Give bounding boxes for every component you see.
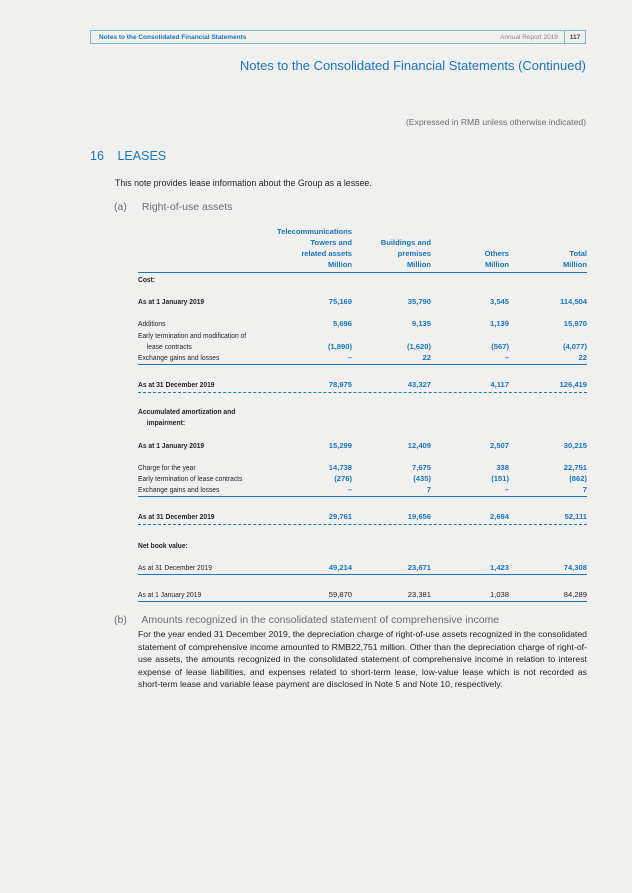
subsection-b-paragraph: For the year ended 31 December 2019, the depreciation charge of right-of-use assets recognized in the consolidated statement of comprehensive income amounted to RMB22,751 million. Other than the depreciation charge of right-of-use assets, the amounts recognized in the consolidated statement of comprehensive income in relation to interest expense of lease liabilities, and expenses related to short-term lease, low-value lease which is not recorded as short-term lease and variable lease payment are disclosed in Note 5 and Note 10, respectively. <box>138 629 587 690</box>
cell: 29,761 <box>328 512 352 521</box>
row-label: Exchange gains and losses <box>138 485 220 494</box>
col-header-buildings <box>381 237 431 270</box>
table-row <box>138 296 587 307</box>
table-row <box>138 562 587 573</box>
col-header-line: Million <box>484 260 509 269</box>
row-label: As at 31 December 2019 <box>138 512 215 521</box>
col-header-line: Million <box>327 260 352 269</box>
col-header-towers <box>277 226 352 270</box>
cell: – <box>347 485 352 494</box>
intro-text: This note provides lease information about the Group as a lessee. <box>115 178 372 188</box>
cell: 59,870 <box>328 590 352 599</box>
cell: 78,975 <box>328 380 352 389</box>
header-rule <box>138 272 587 273</box>
col-header-line: Buildings and <box>380 238 431 247</box>
cell: 7,675 <box>411 463 431 472</box>
cell: – <box>504 353 509 362</box>
amortization-label <box>138 417 587 428</box>
table-row <box>138 352 587 363</box>
table-row <box>138 341 587 352</box>
cell: 43,327 <box>407 380 431 389</box>
subtotal-rule <box>138 364 587 365</box>
cell: 19,656 <box>407 512 431 521</box>
subsection-b-title: Amounts recognized in the consolidated statement of comprehensive income <box>141 614 500 626</box>
cell: 23,381 <box>407 590 431 599</box>
table-row <box>138 462 587 473</box>
nbv-label <box>138 540 587 551</box>
cell: 15,970 <box>563 319 587 328</box>
cell: – <box>504 485 509 494</box>
row-label: As at 1 January 2019 <box>138 441 205 450</box>
cell: (567) <box>491 342 509 351</box>
table-row <box>138 330 587 341</box>
table-row <box>138 589 587 600</box>
row-label: Exchange gains and losses <box>138 353 220 362</box>
col-header-line: premises <box>397 249 431 258</box>
header-report-name: Annual Report 2019 <box>500 33 558 41</box>
section-number: 16 <box>90 149 104 163</box>
row-label: As at 31 December 2019 <box>138 380 215 389</box>
row-label: As at 31 December 2019 <box>138 563 212 572</box>
cell: (1,620) <box>406 342 431 351</box>
subtotal-rule <box>138 496 587 497</box>
cell: (4,077) <box>562 342 587 351</box>
row-label: Additions <box>138 319 166 328</box>
cell: 15,299 <box>328 441 352 450</box>
cell: 338 <box>496 463 509 472</box>
total-rule <box>138 524 587 525</box>
col-header-line: Million <box>406 260 431 269</box>
subsection-b-heading <box>114 614 499 626</box>
cell: 75,169 <box>328 297 352 306</box>
section-title: LEASES <box>117 149 167 163</box>
cell: 30,215 <box>563 441 587 450</box>
cell: 2,507 <box>489 441 509 450</box>
cell: 35,790 <box>407 297 431 306</box>
cell: (276) <box>334 474 352 483</box>
header-left-title: Notes to the Consolidated Financial Statements <box>99 33 247 41</box>
col-header-total <box>563 248 587 270</box>
row-label: Accumulated amortization and <box>138 407 236 416</box>
row-label: Cost: <box>138 275 156 284</box>
cell: 2,694 <box>489 512 509 521</box>
cell: (862) <box>569 474 587 483</box>
cell: 12,409 <box>407 441 431 450</box>
cell: 7 <box>426 485 431 494</box>
cell: (1,890) <box>327 342 352 351</box>
cell: 23,671 <box>407 563 431 572</box>
cell: 22 <box>422 353 431 362</box>
row-label: Early termination of lease contracts <box>138 474 243 483</box>
cell: 4,117 <box>490 380 509 389</box>
cell: 52,111 <box>564 512 587 521</box>
cell: – <box>347 353 352 362</box>
cell: 14,738 <box>328 463 352 472</box>
row-label: lease contracts <box>146 342 192 351</box>
col-header-line: Others <box>484 249 509 258</box>
subsection-a-title: Right-of-use assets <box>141 201 233 213</box>
total-rule <box>138 392 587 393</box>
right-of-use-table <box>138 0 587 893</box>
cell: 5,696 <box>332 319 352 328</box>
table-row <box>138 440 587 451</box>
table-row <box>138 511 587 522</box>
cell: 22,751 <box>563 463 587 472</box>
cell: 1,139 <box>489 319 509 328</box>
cell: 1,038 <box>489 590 509 599</box>
cell: 1,423 <box>489 563 509 572</box>
col-header-line: Telecommunications <box>277 227 352 236</box>
table-row <box>138 318 587 329</box>
cell: 3,545 <box>489 297 509 306</box>
col-header-line: Total <box>569 249 587 258</box>
cost-label <box>138 274 587 285</box>
currency-note: (Expressed in RMB unless otherwise indicated) <box>405 117 586 127</box>
cell: (435) <box>413 474 431 483</box>
cell: 126,419 <box>559 380 587 389</box>
cell: 84,289 <box>563 590 587 599</box>
row-label: Early termination and modification of <box>138 331 247 340</box>
amortization-label <box>138 406 587 417</box>
cell: 9,135 <box>411 319 431 328</box>
col-header-line: related assets <box>301 249 352 258</box>
row-label: impairment: <box>146 418 186 427</box>
col-header-line: Million <box>562 260 587 269</box>
page-number: 117 <box>564 31 585 43</box>
row-label: Net book value: <box>138 541 188 550</box>
cell: 22 <box>578 353 587 362</box>
nbv-rule <box>138 574 587 575</box>
subsection-a-label: (a) <box>114 201 127 213</box>
row-label: Charge for the year <box>138 463 196 472</box>
page-title: Notes to the Consolidated Financial Statements (Continued) <box>239 58 586 73</box>
row-label: As at 1 January 2019 <box>138 297 205 306</box>
col-header-others <box>485 248 509 270</box>
table-row <box>138 473 587 484</box>
subsection-b-label: (b) <box>114 614 127 626</box>
nbv-rule <box>138 601 587 602</box>
cell: 7 <box>582 485 587 494</box>
cell: (151) <box>491 474 509 483</box>
table-row <box>138 379 587 390</box>
table-row <box>138 484 587 495</box>
cell: 114,504 <box>559 297 587 306</box>
cell: 74,308 <box>563 563 587 572</box>
col-header-line: Towers and <box>310 238 352 247</box>
row-label: As at 1 January 2019 <box>138 590 202 599</box>
cell: 49,214 <box>328 563 352 572</box>
